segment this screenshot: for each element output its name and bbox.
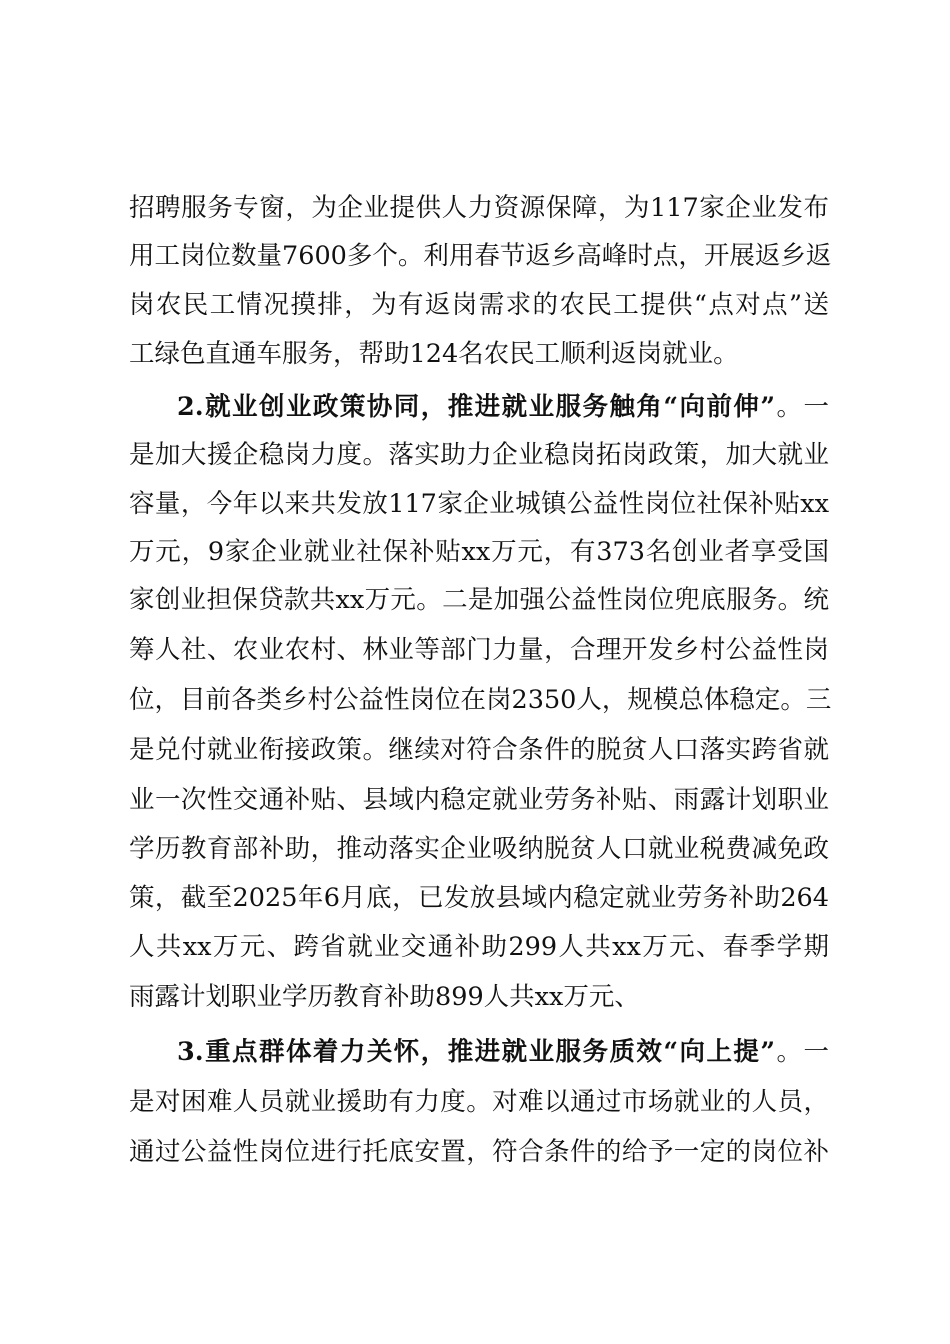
paragraph-2-line-7: 是兑付就业衔接政策。继续对符合条件的脱贫人口落实跨省就 — [129, 735, 829, 765]
paragraph-2-line-1: 是加大援企稳岗力度。落实助力企业稳岗拓岗政策，加大就业 — [129, 440, 829, 470]
paragraph-2-line-6: 位，目前各类乡村公益性岗位在岗2350人，规模总体稳定。三 — [129, 685, 832, 715]
paragraph-2-heading-tail: 。一 — [775, 392, 829, 422]
paragraph-2-heading-line — [177, 383, 829, 431]
paragraph-3-line-1: 是对困难人员就业援助有力度。对难以通过市场就业的人员， — [129, 1087, 829, 1117]
paragraph-2-line-10: 策，截至2025年6月底，已发放县域内稳定就业劳务补助264 — [129, 883, 829, 913]
paragraph-1-line-4: 工绿色直通车服务，帮助124名农民工顺利返岗就业。 — [129, 339, 739, 369]
paragraph-1-line-3: 岗农民工情况摸排，为有返岗需求的农民工提供“点对点”送 — [129, 290, 829, 320]
paragraph-1-line-2: 用工岗位数量7600多个。利用春节返乡高峰时点，开展返乡返 — [129, 241, 832, 271]
paragraph-2-line-4: 家创业担保贷款共xx万元。二是加强公益性岗位兜底服务。统 — [129, 585, 829, 615]
paragraph-2-line-2: 容量，今年以来共发放117家企业城镇公益性岗位社保补贴xx — [129, 489, 829, 519]
paragraph-2-line-11: 人共xx万元、跨省就业交通补助299人共xx万元、春季学期 — [129, 932, 829, 962]
paragraph-2-line-12: 雨露计划职业学历教育补助899人共xx万元、 — [129, 982, 640, 1012]
paragraph-2-heading: 2.就业创业政策协同，推进就业服务触角“向前伸” — [177, 392, 776, 422]
paragraph-1-line-1: 招聘服务专窗，为企业提供人力资源保障，为117家企业发布 — [129, 193, 829, 223]
paragraph-2-line-8: 业一次性交通补贴、县域内稳定就业劳务补贴、雨露计划职业 — [129, 785, 829, 815]
paragraph-2-line-9: 学历教育部补助，推动落实企业吸纳脱贫人口就业税费减免政 — [129, 834, 829, 864]
paragraph-3-heading-tail: 。一 — [775, 1037, 829, 1067]
paragraph-2-line-5: 筹人社、农业农村、林业等部门力量，合理开发乡村公益性岗 — [129, 635, 829, 665]
paragraph-3-heading-line — [177, 1028, 829, 1076]
paragraph-3-line-2: 通过公益性岗位进行托底安置，符合条件的给予一定的岗位补 — [129, 1137, 829, 1167]
paragraph-2-line-3: 万元，9家企业就业社保补贴xx万元，有373名创业者享受国 — [129, 537, 829, 567]
paragraph-3-heading: 3.重点群体着力关怀，推进就业服务质效“向上提” — [177, 1037, 776, 1067]
